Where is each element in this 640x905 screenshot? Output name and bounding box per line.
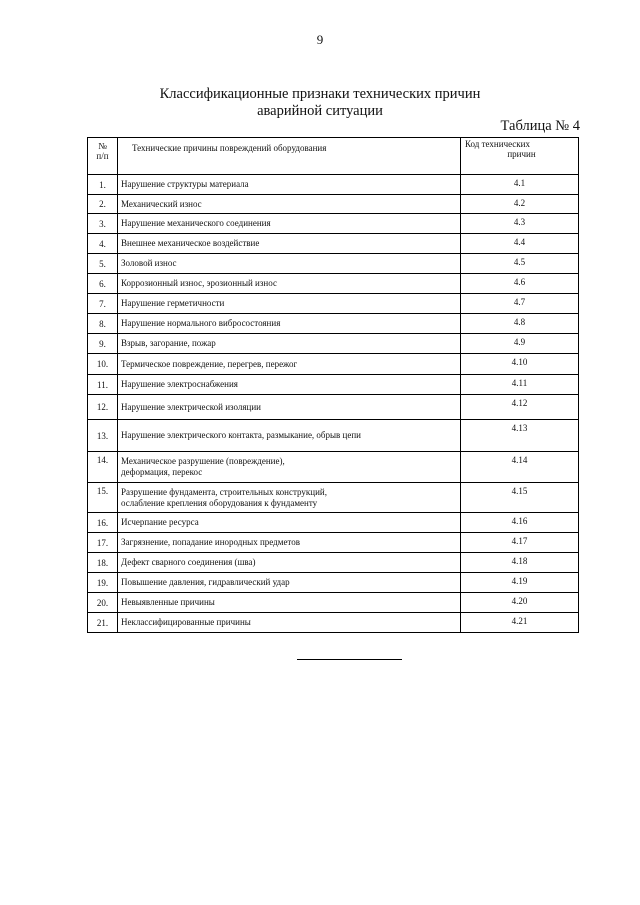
row-num: 11. — [88, 375, 118, 395]
row-num: 8. — [88, 314, 118, 334]
row-code: 4.20 — [461, 593, 579, 613]
table-row — [88, 375, 579, 395]
row-reason: Повышение давления, гидравлический удар — [118, 573, 461, 593]
row-num: 3. — [88, 214, 118, 234]
row-code: 4.15 — [461, 483, 579, 513]
row-num: 16. — [88, 513, 118, 533]
row-reason: Механический износ — [118, 195, 461, 214]
table-header-row — [88, 138, 579, 175]
row-reason: Нарушение механического соединения — [118, 214, 461, 234]
row-reason-line2: ослабление крепления оборудования к фундаменту — [121, 497, 318, 508]
row-code: 4.9 — [461, 334, 579, 354]
table-row — [88, 573, 579, 593]
page-number: 9 — [316, 32, 324, 47]
header-num-line2: п/п — [96, 151, 109, 161]
title-line-1: Классификационные признаки технических причин — [159, 86, 481, 102]
row-code: 4.16 — [461, 513, 579, 533]
row-reason: Термическое повреждение, перегрев, пережог — [118, 354, 461, 375]
header-code-line1: Код технических — [465, 139, 530, 149]
row-code: 4.3 — [461, 214, 579, 234]
row-code: 4.19 — [461, 573, 579, 593]
row-num: 14. — [88, 452, 118, 483]
table-label: Таблица № 4 — [500, 118, 580, 134]
row-reason: Загрязнение, попадание инородных предметов — [118, 533, 461, 553]
row-reason: Нарушение структуры материала — [118, 175, 461, 195]
row-reason: Невыявленные причины — [118, 593, 461, 613]
row-code: 4.12 — [461, 395, 579, 420]
row-num: 10. — [88, 354, 118, 375]
row-num: 1. — [88, 175, 118, 195]
table-row — [88, 175, 579, 195]
row-code: 4.18 — [461, 553, 579, 573]
technical-reasons-table — [87, 137, 579, 633]
row-reason: Золовой износ — [118, 254, 461, 274]
row-code: 4.2 — [461, 195, 579, 214]
header-code-line2: причин — [507, 149, 536, 159]
closing-divider-line — [297, 659, 402, 660]
row-reason-line2: деформация, перекос — [121, 467, 203, 477]
row-reason: Внешнее механическое воздействие — [118, 234, 461, 254]
row-code: 4.4 — [461, 234, 579, 254]
row-reason: Исчерпание ресурса — [118, 513, 461, 533]
row-code: 4.11 — [461, 375, 579, 395]
header-num-line1: № — [98, 141, 107, 151]
row-num: 12. — [88, 395, 118, 420]
row-reason-line1: Механическое разрушение (повреждение), — [121, 456, 285, 466]
table-row — [88, 483, 579, 513]
row-num: 5. — [88, 254, 118, 274]
table-row — [88, 294, 579, 314]
row-reason: Неклассифицированные причины — [118, 613, 461, 633]
row-code: 4.10 — [461, 354, 579, 375]
row-reason: Коррозионный износ, эрозионный износ — [118, 274, 461, 294]
row-code: 4.8 — [461, 314, 579, 334]
header-num — [88, 138, 118, 175]
row-code: 4.6 — [461, 274, 579, 294]
row-reason — [118, 483, 461, 513]
table-row — [88, 613, 579, 633]
title-line-2: аварийной ситуации — [257, 103, 383, 119]
row-num: 19. — [88, 573, 118, 593]
row-reason: Дефект сварного соединения (шва) — [118, 553, 461, 573]
row-reason: Нарушение электрической изоляции — [118, 395, 461, 420]
table-row — [88, 274, 579, 294]
row-code: 4.7 — [461, 294, 579, 314]
row-reason: Нарушение герметичности — [118, 294, 461, 314]
row-reason: Нарушение нормального вибросостояния — [118, 314, 461, 334]
row-num: 21. — [88, 613, 118, 633]
table-row — [88, 513, 579, 533]
row-reason: Нарушение электрического контакта, размыкание, обрыв цепи — [118, 420, 461, 452]
table-row — [88, 314, 579, 334]
row-code: 4.21 — [461, 613, 579, 633]
table-row — [88, 395, 579, 420]
row-code: 4.14 — [461, 452, 579, 483]
row-reason-line1: Разрушение фундамента, строительных конструкций, — [121, 486, 327, 497]
row-num: 20. — [88, 593, 118, 613]
table-row — [88, 420, 579, 452]
row-reason: Нарушение электроснабжения — [118, 375, 461, 395]
row-num: 15. — [88, 483, 118, 513]
table-row — [88, 234, 579, 254]
row-code: 4.13 — [461, 420, 579, 452]
header-reason: Технические причины повреждений оборудования — [118, 138, 461, 175]
row-num: 13. — [88, 420, 118, 452]
table-row — [88, 354, 579, 375]
table-row — [88, 334, 579, 354]
table-row — [88, 254, 579, 274]
row-num: 7. — [88, 294, 118, 314]
table-row — [88, 214, 579, 234]
row-num: 9. — [88, 334, 118, 354]
table-row — [88, 452, 579, 483]
row-code: 4.1 — [461, 175, 579, 195]
row-code: 4.5 — [461, 254, 579, 274]
row-num: 18. — [88, 553, 118, 573]
table-row — [88, 195, 579, 214]
row-reason — [118, 452, 461, 483]
row-num: 6. — [88, 274, 118, 294]
row-num: 17. — [88, 533, 118, 553]
row-code: 4.17 — [461, 533, 579, 553]
row-reason: Взрыв, загорание, пожар — [118, 334, 461, 354]
table-row — [88, 553, 579, 573]
table-row — [88, 593, 579, 613]
header-code — [461, 138, 579, 175]
row-num: 4. — [88, 234, 118, 254]
table-row — [88, 533, 579, 553]
row-num: 2. — [88, 195, 118, 214]
